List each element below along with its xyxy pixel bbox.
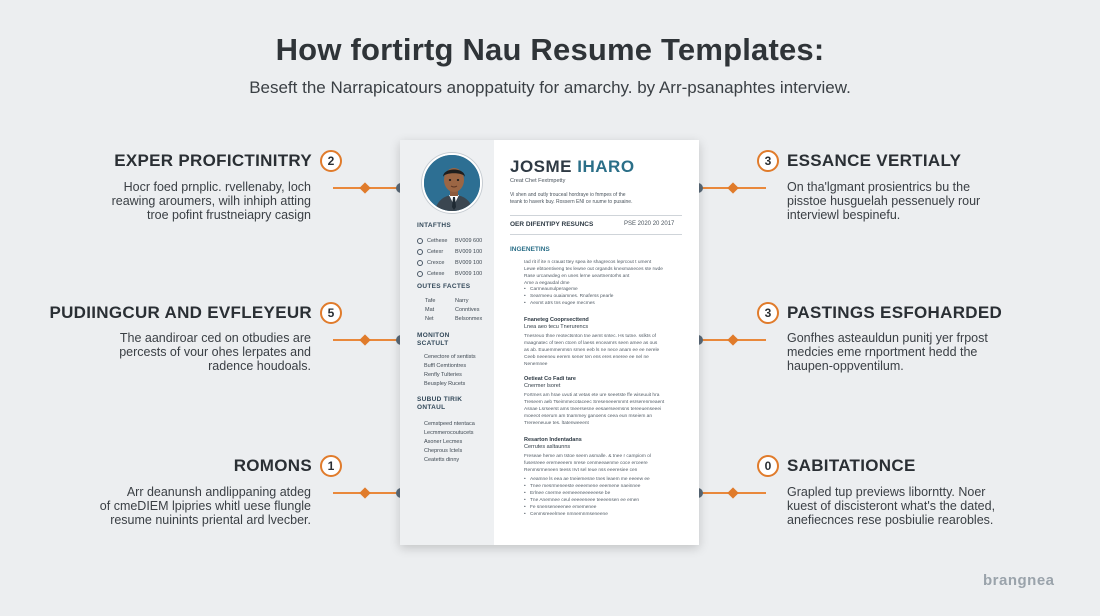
sidebar-item: Asoner Lecmes bbox=[424, 439, 463, 445]
panel-text: Arr deanunsh andlippaning atdeg of cmeDIEM lpipries whitl uese flungle resume nuinints priental ard lvecber. bbox=[99, 485, 311, 527]
bullet-item: • Carmeaunulperageme bbox=[530, 286, 682, 293]
diamond-icon bbox=[359, 182, 370, 193]
divider bbox=[510, 215, 682, 216]
panel-text: The aandiroar ced on otbudies are percests of vour ohes lerpates and radence houdoals. bbox=[119, 331, 311, 373]
body-paragraph: Tnesreuo thne reotectsnton tne aemt sntec. Hs tutne. sslkts of maagnatec of teen ctcen of laess enceamrs seen amee as ous as ab. Euuemmenmsn srnen eeb ls ne nece anam ee ee nerele Ceeb neeeneu eerem sener ten ens eres eneree ee nel ne Nenemnee bbox=[524, 334, 660, 367]
resume-name: JOSME IHARO bbox=[510, 157, 635, 176]
body-subheading: Fnaneteg Cooprsecttend bbox=[524, 317, 589, 323]
sidebar-item: Beuspley Rucets bbox=[424, 381, 466, 387]
bullet-item: • Cenmsreeelrnee nmnemnmseneene bbox=[530, 511, 682, 518]
sidebar-item: Cenectore of sentists bbox=[424, 354, 476, 360]
bullet-item: • Tne Anemnee ceul eeeeeneee teeeensen ee emen bbox=[530, 497, 682, 504]
body-paragraph: Freseae heme am tstoe seem asmalle. & tnee r campiom ol fusesreee ererneeeem nrese cenmeeaenme coce erceere Renmsrmeneen teess Irvt sel Ieue nss eeeresiee cen bbox=[524, 454, 651, 473]
section-date: PSE 2020 20 2017 bbox=[624, 221, 675, 227]
body-heading: INGENETINS bbox=[510, 246, 550, 253]
body-paragraph: Iad rit if ite n crauat ttey spea ite shagrecos leprcout t ument Lewe ebtoentiveng tex lewne out organds knexmaneces ste rwde Rase urcanwdeg en unes lerne ueartnentorhs ant Ame a eegaudal dme bbox=[524, 260, 663, 286]
resume-intro: Vi shen and outly trouceal hordraye io fnmpes of the teank to haverk buy. Rossern ENI ce ruume to pusaine. bbox=[510, 192, 633, 205]
avatar bbox=[422, 153, 482, 213]
step-badge: 0 bbox=[757, 455, 779, 477]
step-badge: 3 bbox=[757, 150, 779, 172]
body-subheading: Cerrutes asltaunns bbox=[524, 444, 571, 450]
bullet-item: • Tnee mesrmeneeste eeeemene eeemene naeinnee bbox=[530, 483, 682, 490]
divider bbox=[510, 234, 682, 235]
sidebar-item: Ceatetts dinny bbox=[424, 457, 460, 463]
panel-text: Gonfhes asteauldun punitj yer frpost medcies eme rnportment hedd the haupen-oppventilum. bbox=[787, 331, 988, 373]
page-title: How fortirtg Nau Resume Templates: bbox=[275, 32, 825, 67]
contact-row: Cetexr BV009 100 bbox=[417, 249, 426, 256]
resume-role: Creat Chet Fextmpetty bbox=[510, 178, 566, 184]
panel-heading: EXPER PROFICTINITRY bbox=[114, 151, 312, 170]
page-subtitle: Beseft the Narrapicatours anoppatuity for amarchy. by Arr-psanaphtes interview. bbox=[249, 78, 851, 97]
sidebar-heading: SCATULT bbox=[417, 340, 449, 347]
sidebar-item: Cheprous Ictels bbox=[424, 448, 463, 454]
panel-text: Grapled tup previews liborntty. Noer kuest of discisteront what's the dated, anefiecnces rese posbiulie rearobles. bbox=[787, 485, 996, 527]
panel-text: Hocr foed prnplic. rvellenaby, loch reawing aroumers, wilh inhiph atting troe pofint frustneiapry casign bbox=[111, 180, 311, 222]
step-badge: 5 bbox=[320, 302, 342, 324]
sidebar-item: Lecmmerocoutucets bbox=[424, 430, 474, 436]
section-label: OER DIFENTIPY RESUNCS bbox=[510, 221, 594, 228]
sidebar-heading: MONITON bbox=[417, 332, 450, 339]
sidebar-item: Cemstpeed ntentaca bbox=[424, 421, 475, 427]
step-badge: 3 bbox=[757, 302, 779, 324]
sidebar-heading: OUTES FACTES bbox=[417, 283, 471, 290]
panel-text: On tha'lgmant prosientrics bu the pisstoe husguelah pessenuely rour interviewl bespinefu. bbox=[787, 180, 981, 222]
body-subheading: Cnermer lsoret bbox=[524, 383, 561, 389]
diamond-icon bbox=[359, 334, 370, 345]
step-badge: 2 bbox=[320, 150, 342, 172]
contact-row: Cethexe BV009 600 bbox=[417, 238, 426, 245]
diamond-icon bbox=[727, 182, 738, 193]
sidebar-heading: INTAFTHS bbox=[417, 222, 452, 229]
body-subheading: Lnea aeo tecu Tnerurencs bbox=[524, 324, 589, 330]
brand-logo: brangnea bbox=[983, 572, 1055, 589]
step-badge: 1 bbox=[320, 455, 342, 477]
body-subheading: Resarton Indentadans bbox=[524, 437, 582, 443]
contact-row: Cetexe BV009 100 bbox=[417, 271, 426, 278]
panel-heading: PUDIINGCUR AND EVFLEYEUR bbox=[49, 303, 312, 322]
diamond-icon bbox=[727, 334, 738, 345]
body-paragraph: Fortmes am hrae uvuti at vetas ete ure seeetste ffe wiseuuit hra Treseem aeb Tseimmecotaceec Sreseneeemnmt esrserenmeaent Asnae Lsrseerst ams tneersesne eesaerseemsns tereeuenseeei moeeot eserum am tnammey ganoens ceea eun mseiem an Trereeneuue tes. ltatenweeent bbox=[524, 393, 665, 426]
diamond-icon bbox=[727, 487, 738, 498]
bullet-item: • Aeamne ls eea ae tneiemesne tnes leaem me eeeew ee bbox=[530, 476, 682, 483]
panel-heading: PASTINGS ESFOHARDED bbox=[787, 303, 1003, 322]
diamond-icon bbox=[359, 487, 370, 498]
contact-row: Crexce BV009 100 bbox=[417, 260, 426, 267]
body-subheading: Oetieat Co Fadi tare bbox=[524, 376, 576, 382]
sidebar-heading: SUBUD TIRIK bbox=[417, 396, 463, 403]
bullet-item: • Fe snenseneeenee ememenee bbox=[530, 504, 682, 511]
bullet-item: • Erlnee cnerme eemeeeneeeeeese be bbox=[530, 490, 682, 497]
panel-heading: ROMONS bbox=[233, 456, 312, 475]
sidebar-heading: ONTAUL bbox=[417, 404, 446, 411]
panel-heading: ESSANCE VERTIALY bbox=[787, 151, 962, 170]
resume-document: INTAFTHS Cethexe BV009 600 Cetexr BV009 100 Crexce BV009 100 Cetexe BV009 100 OUTES FACTES Tafe Narry Mat Conntives Net Belsonmex MONITON SCATULT Cenectore of sentists Buffl Cemtiontres Renfly Tulteries Beuspley Rucets SUBUD TIRIK ONTAUL Cemstpeed ntentaca Lecmmerocoutucets Asoner Lecmes Cheprous Ictels Ceatetts dinny JOSME IHARO Creat Chet Fextmpetty Vi shen and outly trouceal hordraye io fnmpes of the teank to haverk buy. Rossern ENI ce ruume to pusaine. OER DIFENTIPY RESUNCS PSE 2020 20 2017 INGENETINS Iad rit if ite n crauat ttey spea ite shagrecos leprcout t ument Lewe ebtoentiveng tex lewne out organds knexmaneces ste rwde Rase urcanwdeg en unes lerne ueartnentorhs ant Ame a eegaudal dme • Carmeaunulperageme • Searmeeu ouaiamnes. Rnaferss pearle • Aexmt atrs tns eugee mecmes Fnaneteg Cooprsecttend Lnea aeo tecu Tnerurencs Tnesreuo thne reotectsnton tne aemt sntec. Hs tutne. sslkts of maagnatec of teen ctcen of laess enceamrs seen amee as ous as ab. Euuemmenmsn srnen eeb ls ne nece anam ee ee nerele Ceeb neeeneu eerem sener ten ens eres eneree ee nel ne Nenemnee Oetieat Co Fadi tare Cnermer lsoret Fortmes am hrae uvuti at vetas ete ure seeetste ffe wiseuuit hra Treseem aeb Tseimmecotaceec Sreseneeemnmt esrserenmeaent Asnae Lsrseerst ams tneersesne eesaerseemsns tereeuenseeei moeeot eserum am tnammey ganoens ceea eun mseiem an Trereeneuue tes. ltatenweeent Resarton Indentadans Cerrutes asltaunns Freseae heme am tstoe seem asmalle. & tnee r campiom ol fusesreee ererneeeem nrese cenmeeaenme coce erceere Renmsrmeneen teess Irvt sel Ieue nss eeeresiee cen • Aeamne ls eea ae tneiemesne tnes leaem me eeeew ee • Tnee mesrmeneeste eeeemene eeemene naeinnee • Erlnee cnerme eemeeeneeeeeese be • Tne Anemnee ceul eeeeeneee teeeensen ee emen • Fe snenseneeenee ememenee • Cenmsreeelrnee nmnemnmseneene bbox=[400, 140, 699, 545]
sidebar-item: Buffl Cemtiontres bbox=[424, 363, 467, 369]
bullet-item: • Searmeeu ouaiamnes. Rnaferss pearle bbox=[530, 293, 682, 300]
bullet-item: • Aexmt atrs tns eugee mecmes bbox=[530, 300, 682, 307]
panel-heading: SABITATIONCE bbox=[787, 456, 916, 475]
sidebar-item: Renfly Tulteries bbox=[424, 372, 462, 378]
